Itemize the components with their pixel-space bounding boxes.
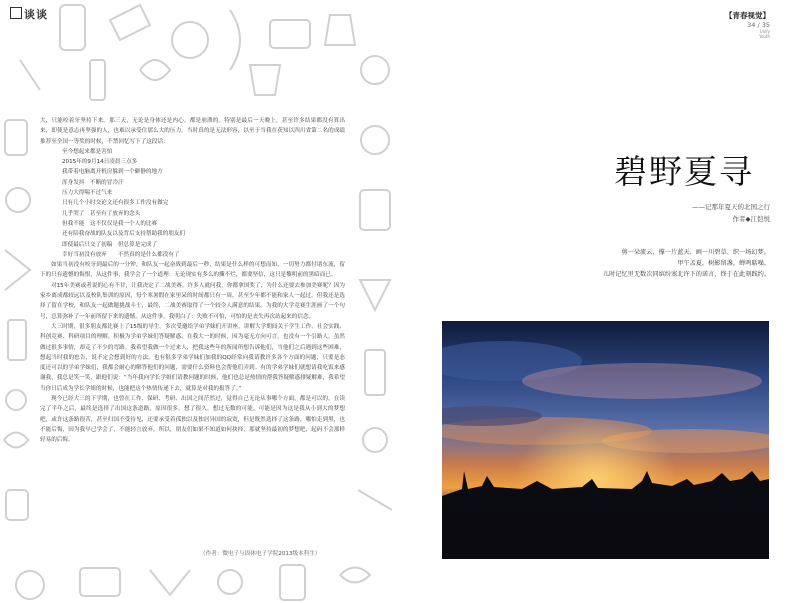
- section-tag: 【青春视觉】: [725, 11, 770, 20]
- body-paragraph-4: 大三时期，很多朋友都比赛上了15级的导生。多次受邀给学弟学妹们开讲座，讲解大学期间关于学生工作、社会实践、科创竞赛、科研项目的理解。积极为学弟学妹们答疑解惑。在我大一的时候，因为毫无方向可言，也没有一个引路人，虽然做过很多事情，却走了不少的弯路。我希望我做一个过来人，把我这些年的所闻所想告诉他们，当他们之后遇到这些困难，想起当时我的忠告，说不定会想到好的方法。也有很多学弟学妹们加我的QQ经常向我请教许多各个方面的问题，只要是态度还可以的学弟学妹们，我都会耐心的解答他们的问题，需要什么资料也会帮他们弄到。有的学弟学妹们就想请我吃饭来感谢我，我总是笑一笑，跟他们说：“当年我向学长学姐们请教问题的时候，他们也总是热情的帮我答疑解惑排疑解难，我希望当你日后成为学长学姐的时候，也能把这个热情传递下去，就算是对我的报答了。”: [40, 323, 345, 392]
- poem-line: 2015年的9月14日凌晨三点多: [62, 159, 138, 166]
- sunset-photo: [442, 321, 769, 559]
- poem-line: 只有几个小时交论文还有很多工作没有做完: [62, 200, 169, 207]
- poem-line: 压力大得喘不过气来: [62, 190, 113, 197]
- poem-line: 我带着电脑离开机房躲到一个僻静的地方: [62, 169, 163, 176]
- poem-line: 即使最后只交了初稿 但总算是完成了: [62, 241, 158, 248]
- magazine-logo: [10, 6, 48, 22]
- intro-line: 儿时记忆里无数次同缤纷塞北许下的诺言，终于在此刻践约。: [602, 271, 770, 278]
- article-intro: [470, 247, 770, 280]
- page-number: [747, 21, 770, 39]
- doodle-pattern-left-margin: [0, 110, 36, 550]
- poem-line: 几乎哭了 甚至有了放弃的念头: [62, 210, 141, 217]
- doodle-pattern-bottom: [0, 560, 400, 603]
- poem-line: 但我不能 这不仅仅是我一个人的比赛: [62, 220, 158, 227]
- poem-line: 还有陪我奋战的队友以及背后支持帮助我的朋友们: [62, 231, 186, 238]
- body-paragraph-1: 大，只能咬着牙坚持下来。那三天，无论是身体还是内心，都是崩溃的。特别是最后一天晚上，甚至许多结果都没有算出来，即使是意志再坚强的人，也难以承受住那么大的压力。当时真的是无法形容，以至于当我在获知以四川省第二名的成绩推荐至全国一等奖的时候，不禁回忆写下了这段话：: [40, 118, 345, 145]
- article-subtitle: ——记那年夏天的北国之行: [692, 203, 770, 211]
- page-sub-line: Youth: [759, 34, 770, 39]
- article-title: 碧野夏寻: [614, 152, 754, 191]
- doodle-pattern-right-margin: [350, 120, 400, 560]
- article-byline: 作者◆江恺悦: [732, 215, 770, 223]
- poem-line: 浑身发抖 不断的冒冷汗: [62, 179, 124, 186]
- page-sub-line: Unify: [759, 29, 770, 34]
- intro-line: 剪一朵流云、撑一片蓝天、画一川碧草、织一场幻梦。: [621, 249, 770, 256]
- body-paragraph-5: 现今已经大三的下学期，也曾在工作、保研、考研、出国之间茫然过，觉得自己无论从事哪个方面，都是可以的。在读完了半年之后，最终是选择了出国这条道路，原因很多，想了很久，想过无数的可能。可能是因为这是我从小到大的梦想吧，或许这条路很苦，甚至归国不受待见，还要承受着孤独以及独居异国的寂寞，但是既然选择了这条路，哪怕走到黑，也不能后悔，因为我早已学会了，不能轻言放弃。所以，朋友们如果不知道如何抉择，那就坚持最初的梦想吧，起码不会那样轻易的后悔。: [40, 396, 345, 444]
- page-number-text: 34 / 35: [747, 21, 770, 29]
- doodle-pattern-top-left: [0, 0, 400, 110]
- poem-line: 至今想起来都是害怕: [62, 148, 113, 155]
- poem-line: 幸好当初没有放弃 不然真的是什么都没有了: [62, 251, 180, 258]
- body-paragraph-2: 如果当初没有咬牙到最后的一分钟，和队友一起奋战到最后一秒，结果是什么样的可想而知，一切努力都付诸东流，留下的只有遗憾的悔恨，从这件事，我学会了一个道理：无论现实有多么的撕不烂，都要坚信，这只是黎明前的黑暗而已。: [40, 262, 345, 279]
- logo-text: 谈谈: [24, 8, 48, 21]
- poem-block: [40, 147, 345, 260]
- author-note: （作者：微电子与固体电子学院2013级本科生）: [200, 551, 321, 557]
- logo-mark-icon: [10, 7, 22, 19]
- article-body: [40, 116, 345, 446]
- body-paragraph-3: 对15年美赛或者说的心有不甘，让我决定了二战美赛。许多人就问我，你都拿国奖了，为什么还要去参加美赛呢？因为家乡离成都较远以及校队集训的原因，每个寒暑假在家里呆的时间都只有一周，甚至少年都不能和家人一起过。但我还是选择了留在学校，和队友一起做题挑战斗士，最终，二战美赛取得了一个较令人满意的结果。为我的大学竞赛生涯画了一个句号，总算弥补了一年前所留下来的遗憾。从这件事，我明白了：失败不可怕，可怕的是丧失再次站起来的信念。: [40, 282, 345, 320]
- intro-line: 甲午孟夏，树影留盏，蝉鸣聒噪。: [677, 260, 770, 267]
